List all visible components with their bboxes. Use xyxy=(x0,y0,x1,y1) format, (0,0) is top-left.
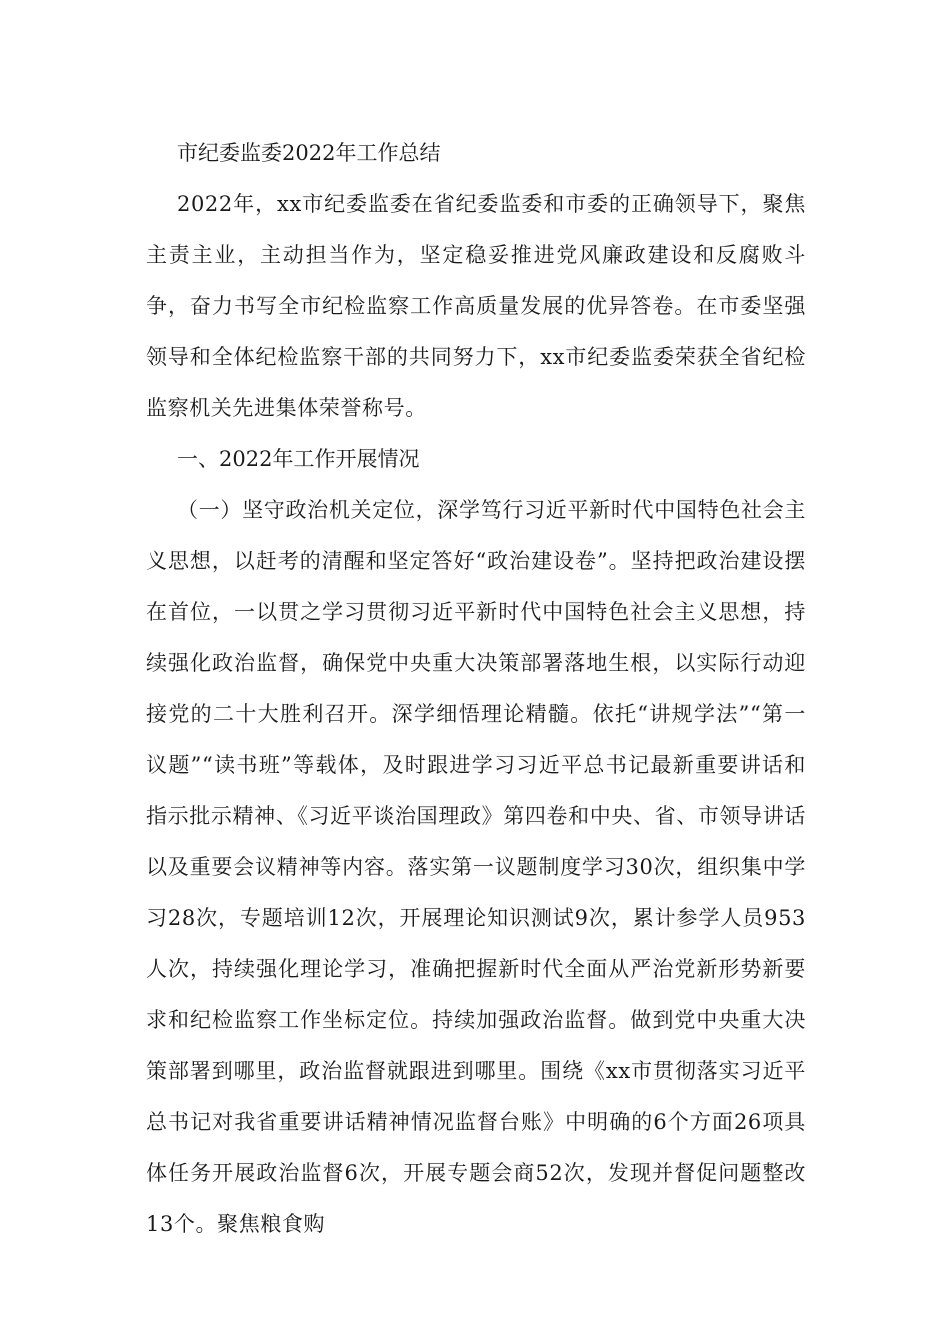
intro-paragraph: 2022年，xx市纪委监委在省纪委监委和市委的正确领导下，聚焦主责主业，主动担当作为，坚定稳妥推进党风廉政建设和反腐败斗争，奋力书写全市纪检监察工作高质量发展的优异答卷。在市委坚强领导和全体纪检监察干部的共同努力下，xx市纪委监委荣获全省纪检监察机关先进集体荣誉称号。 xyxy=(146,192,806,420)
section-heading: 一、2022年工作开展情况 xyxy=(177,447,420,471)
document-title: 市纪委监委2022年工作总结 xyxy=(177,141,441,165)
document-body xyxy=(146,128,806,1250)
section-paragraph: （一）坚守政治机关定位，深学笃行习近平新时代中国特色社会主义思想，以赶考的清醒和坚定答好“政治建设卷”。坚持把政治建设摆在首位，一以贯之学习贯彻习近平新时代中国特色社会主义思想，持续强化政治监督，确保党中央重大决策部署落地生根，以实际行动迎接党的二十大胜利召开。深学细悟理论精髓。依托“讲规学法”“第一议题”“读书班”等载体，及时跟进学习习近平总书记最新重要讲话和指示批示精神、《习近平谈治国理政》第四卷和中央、省、市领导讲话以及重要会议精神等内容。落实第一议题制度学习30次，组织集中学习28次，专题培训12次，开展理论知识测试9次，累计参学人员953人次，持续强化理论学习，准确把握新时代全面从严治党新形势新要求和纪检监察工作坐标定位。持续加强政治监督。做到党中央重大决策部署到哪里，政治监督就跟进到哪里。围绕《xx市贯彻落实习近平总书记对我省重要讲话精神情况监督台账》中明确的6个方面26项具体任务开展政治监督6次，开展专题会商52次，发现并督促问题整改13个。聚焦粮食购 xyxy=(146,498,806,1236)
